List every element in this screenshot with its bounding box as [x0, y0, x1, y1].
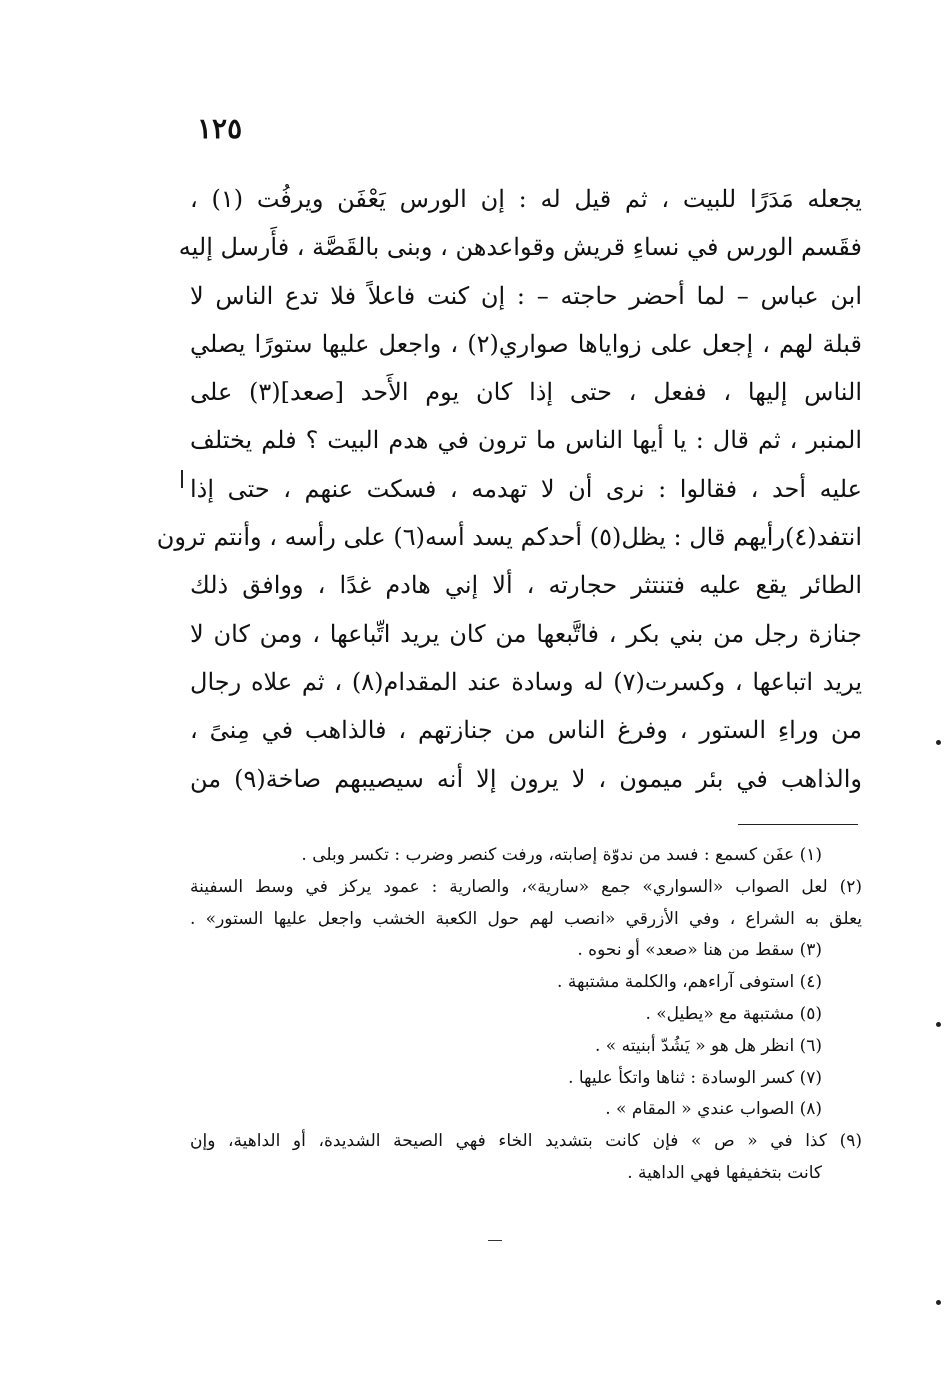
footnote-5: (٥) مشتبهة مع «يطيل» .	[645, 1003, 822, 1024]
footnotes	[190, 840, 862, 1190]
page-end-dash	[488, 1240, 502, 1241]
text-line: جنازة رجل من بني بكر ، فاتَّبعها من كان يريد اتِّباعها ، ومن كان لا	[190, 619, 862, 648]
text-line: يريد اتباعها ، وكسرت(٧) له وسادة عند المقدام(٨) ، ثم علاه رجال	[190, 667, 862, 696]
footnote-2: (٢) لعل الصواب «السواري» جمع «سارية»، والصارية : عمود يركز في وسط السفينة	[190, 876, 862, 897]
scan-speck	[936, 740, 941, 745]
footnote-1: (١) عفَن كسمع : فسد من ندوّة إصابته، ورفت كنصر وضرب : تكسر وبلى .	[301, 845, 822, 865]
text-line: المنبر ، ثم قال : يا أيها الناس ما ترون في هدم البيت ؟ فلم يختلف	[190, 426, 862, 455]
footnote-2-continued: يعلق به الشراع ، وفي الأزرقي «انصب لهم حول الكعبة الخشب واجعل عليها الستور» .	[190, 908, 862, 929]
text-line: والذاهب في بئر ميمون ، لا يرون إلا أنه سيصيبهم صاخة(٩) من	[190, 764, 862, 793]
text-line: الناس إليها ، ففعل ، حتى إذا كان يوم الأَحد [صعد](٣) على	[190, 378, 863, 407]
text-line: انتفد(٤)رأيهم قال : يظل(٥) أحدكم يسد أسه(٦) على رأسه ، وأنتم ترون	[156, 523, 862, 552]
margin-mark	[181, 470, 183, 488]
text-line: الطائر يقع عليه فتنتثر حجارته ، ألا إني هادم غدًا ، ووافق ذلك	[190, 571, 862, 600]
footnote-9: (٩) كذا في « ص » فإن كانت بتشديد الخاء فهي الصيحة الشديدة، أو الداهية، وإن	[190, 1131, 862, 1152]
footnote-8: (٨) الصواب عندي « المقام » .	[605, 1099, 822, 1120]
footnote-separator	[738, 824, 858, 825]
footnote-9-continued: كانت بتخفيفها فهي الداهية .	[627, 1162, 822, 1183]
text-line: عليه أحد ، فقالوا : نرى أن لا تهدمه ، فسكت عنهم ، حتى إذا	[190, 474, 862, 503]
text-line: ابن عباس – لما أحضر حاجته – : إن كنت فاعلاً فلا تدع الناس لا	[190, 281, 862, 310]
scan-speck	[936, 1022, 941, 1027]
text-line: فقَسم الورس في نساءِ قريش وقواعدهن ، وبنى بالقَصَّة ، فأَرسل إليه	[178, 233, 862, 262]
page-number: ١٢٥	[197, 112, 243, 145]
text-line: يجعله مَدَرًا للبيت ، ثم قيل له : إن الورس يَعْفَن ويرفُت (١) ،	[190, 185, 862, 213]
footnote-7: (٧) كسر الوسادة : ثناها واتكأ عليها .	[568, 1067, 822, 1088]
scan-speck	[936, 1300, 941, 1305]
footnote-4: (٤) استوفى آراءهم، والكلمة مشتبهة .	[557, 972, 822, 993]
footnote-6: (٦) انظر هل هو « يَشُدّ أبنيته » .	[595, 1035, 822, 1056]
text-line: قبلة لهم ، إجعل على زواياها صواري(٢) ، واجعل عليها ستورًا يصلي	[190, 329, 862, 358]
text-line: من وراءِ الستور ، وفرغ الناس من جنازتهم ، فالذاهب في مِنىً ،	[190, 716, 862, 745]
footnote-3: (٣) سقط من هنا «صعد» أو نحوه .	[577, 940, 822, 961]
main-text	[156, 175, 863, 803]
